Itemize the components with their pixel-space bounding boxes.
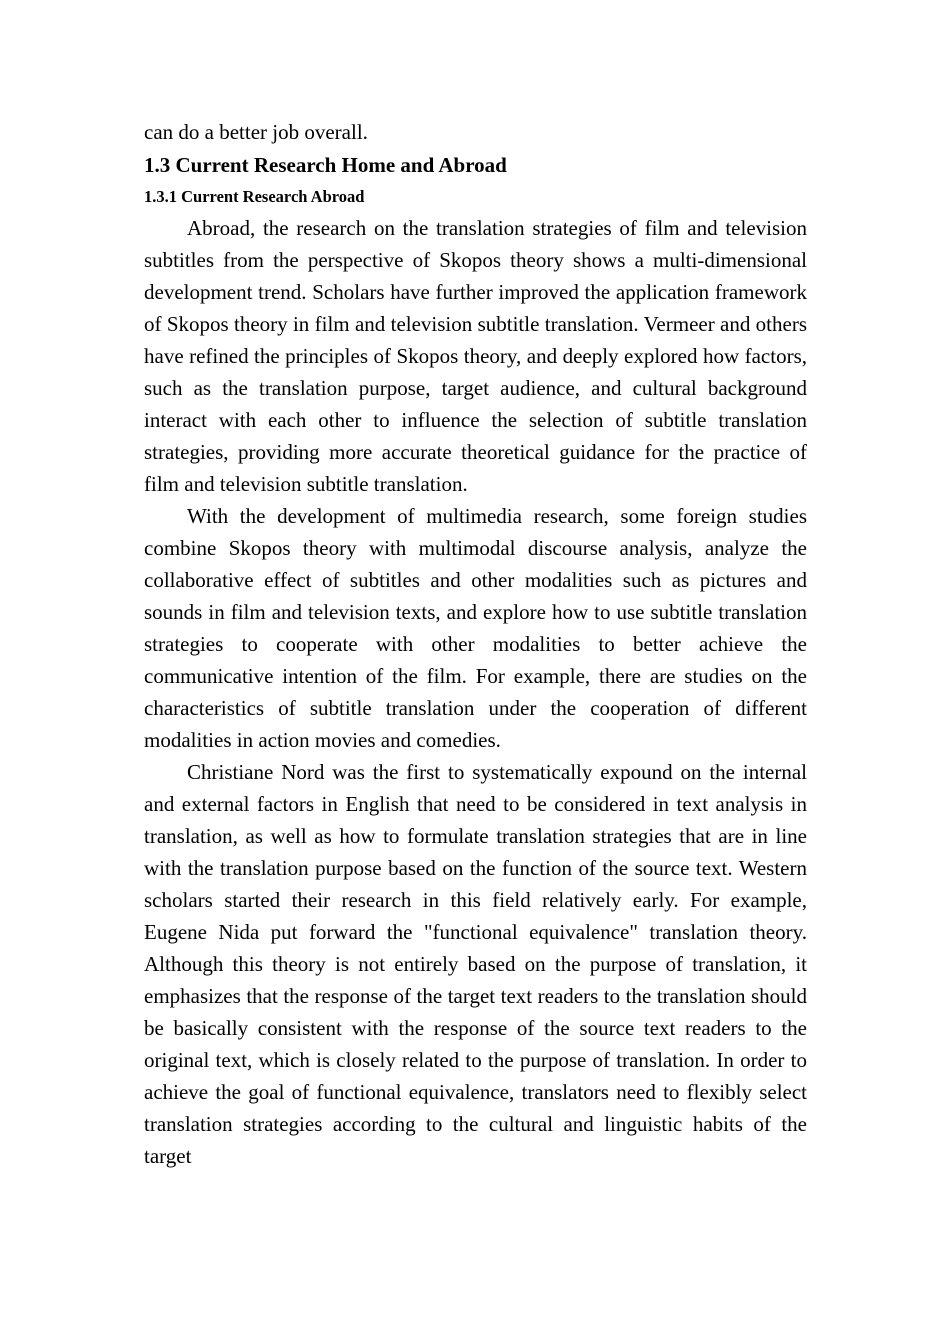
document-page [144,116,807,1172]
paragraph-skopos-abroad: Abroad, the research on the translation strategies of film and television subtitles from the perspective of Skopos theory shows a multi-dimensional development trend. Scholars have further improved the application framework of Skopos theory in film and television subtitle translation. Vermeer and others have refined the principles of Skopos theory, and deeply explored how factors, such as the translation purpose, target audience, and cultural background interact with each other to influence the selection of subtitle translation strategies, providing more accurate theoretical guidance for the practice of film and television subtitle translation. [144,216,807,496]
subsection-heading: 1.3.1 Current Research Abroad [144,187,365,206]
continuation-text: can do a better job overall. [144,120,368,144]
section-heading: 1.3 Current Research Home and Abroad [144,153,507,177]
paragraph-nord-nida: Christiane Nord was the first to systematically expound on the internal and external factors in English that need to be considered in text analysis in translation, as well as how to formulate translation strategies that are in line with the translation purpose based on the function of the source text. Western scholars started their research in this field relatively early. For example, Eugene Nida put forward the "functional equivalence" translation theory. Although this theory is not entirely based on the purpose of translation, it emphasizes that the response of the target text readers to the translation should be basically consistent with the response of the source text readers to the original text, which is closely related to the purpose of translation. In order to achieve the goal of functional equivalence, translators need to flexibly select translation strategies according to the cultural and linguistic habits of the target [144,760,807,1168]
paragraph-multimodal: With the development of multimedia research, some foreign studies combine Skopos theory with multimodal discourse analysis, analyze the collaborative effect of subtitles and other modalities such as pictures and sounds in film and television texts, and explore how to use subtitle translation strategies to cooperate with other modalities to better achieve the communicative intention of the film. For example, there are studies on the characteristics of subtitle translation under the cooperation of different modalities in action movies and comedies. [144,504,807,752]
